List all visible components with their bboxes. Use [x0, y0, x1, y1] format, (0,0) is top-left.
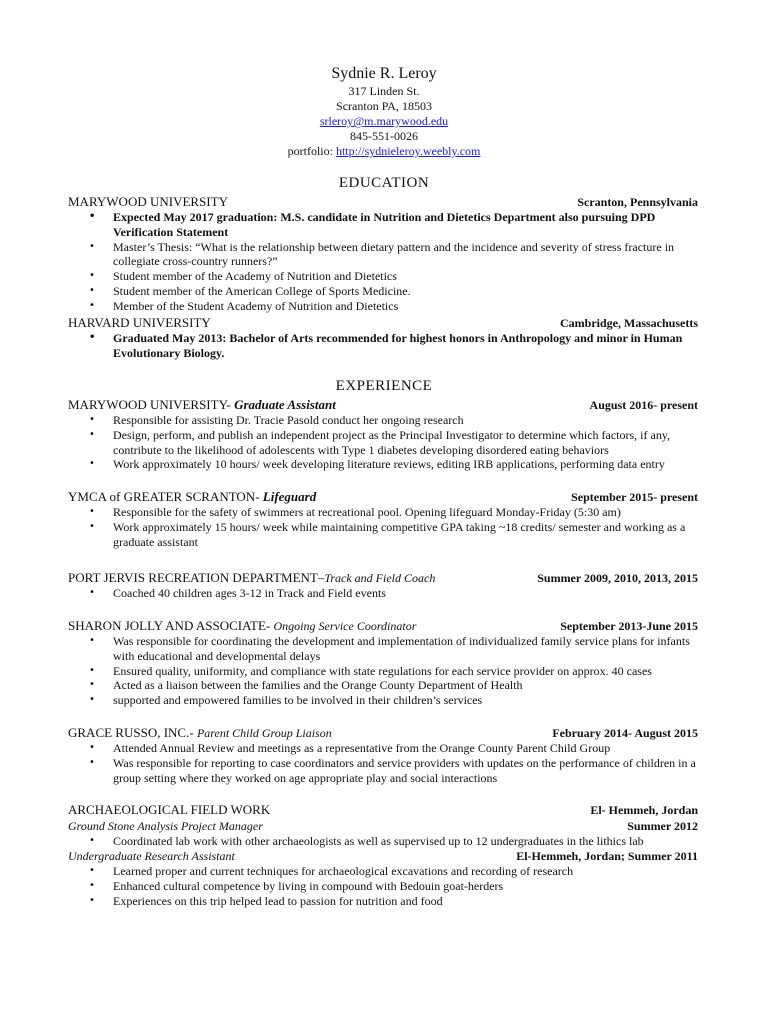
education-bullets: [89, 210, 703, 314]
list-item: • Coached 40 children ages 3-12 in Track and Field events: [89, 586, 703, 601]
list-item: • Student member of the Academy of Nutrition and Dietetics: [89, 269, 703, 284]
education-entry-heading: [68, 315, 698, 331]
employer-line: [68, 489, 316, 505]
list-item: • Attended Annual Review and meetings as a representative from the Orange County Parent Child Group: [89, 741, 703, 756]
employer-name: ARCHAEOLOGICAL FIELD WORK: [68, 802, 271, 817]
list-item: • Graduated May 2013: Bachelor of Arts recommended for highest honors in Anthropology and minor in Human Evolutionary Biology.: [89, 331, 703, 361]
institution-location: Scranton, Pennsylvania: [577, 195, 698, 209]
education-bullets: [89, 331, 703, 361]
sub-role-title: Ground Stone Analysis Project Manager: [68, 819, 263, 833]
list-item: • Learned proper and current techniques for archaeological excavations and recording of research: [89, 864, 703, 879]
applicant-name: Sydnie R. Leroy: [331, 65, 437, 82]
sub-role-heading: [68, 848, 698, 864]
portfolio-line: [0, 144, 768, 160]
list-item: • Acted as a liaison between the families and the Orange County Department of Health: [89, 678, 703, 693]
education-heading: EDUCATION: [338, 175, 430, 191]
experience-entry-heading: [68, 570, 698, 586]
employer-line: [68, 618, 416, 634]
employer-name: MARYWOOD UNIVERSITY-: [68, 397, 235, 412]
list-item: • Responsible for the safety of swimmers at recreational pool. Opening lifeguard Monday-Friday (5:30 am): [89, 505, 703, 520]
employer-line: [68, 725, 332, 741]
portfolio-label: portfolio:: [287, 144, 336, 158]
institution-name: HARVARD UNIVERSITY: [68, 315, 211, 330]
education-entry-heading: [68, 194, 698, 210]
list-item: • Enhanced cultural competence by living in compound with Bedouin goat-herders: [89, 879, 703, 894]
job-title: Lifeguard: [262, 489, 317, 504]
experience-entry-heading: [68, 725, 698, 741]
email-line: [0, 114, 768, 130]
list-item: • Was responsible for reporting to case coordinators and service providers with updates on the performance of children in a group setting where they worked on age appropriate play and social interactions: [89, 756, 703, 786]
job-dates: August 2016- present: [589, 398, 698, 412]
list-item: • Experiences on this trip helped lead to passion for nutrition and food: [89, 894, 703, 909]
employer-name: YMCA of GREATER SCRANTON-: [68, 489, 263, 504]
experience-bullets: [89, 413, 703, 472]
list-item: • Master’s Thesis: “What is the relationship between dietary pattern and the incidence and severity of stress fracture in collegiate cross-country runners?”: [89, 240, 703, 270]
experience-entry-heading: [68, 489, 698, 505]
list-item: • Was responsible for coordinating the development and implementation of individualized family service plans for infants with educational and developmental delays: [89, 634, 703, 664]
phone-number: 845-551-0026: [350, 129, 418, 143]
experience-entry-heading: [68, 397, 698, 413]
job-title: Track and Field Coach: [324, 571, 436, 585]
list-item: • Design, perform, and publish an independent project as the Principal Investigator to determine which factors, if any, contribute to the likelihood of adolescents with Type 1 diabetes developing disordered eating behaviors: [89, 428, 703, 458]
job-dates: February 2014- August 2015: [552, 726, 698, 740]
employer-name: SHARON JOLLY AND ASSOCIATE-: [68, 618, 274, 633]
portfolio-link[interactable]: http://sydnieleroy.weebly.com: [335, 144, 481, 158]
institution-location: Cambridge, Massachusetts: [560, 316, 698, 330]
job-title: Graduate Assistant: [234, 397, 336, 412]
experience-bullets: [89, 634, 703, 708]
employer-line: [68, 570, 435, 586]
sub-role-dates: El-Hemmeh, Jordan; Summer 2011: [516, 849, 698, 863]
list-item: • Coordinated lab work with other archaeologists as well as supervised up to 12 undergraduates in the lithics lab: [89, 834, 703, 849]
employer-name: GRACE RUSSO, INC.-: [68, 725, 197, 740]
list-item: • Work approximately 15 hours/ week while maintaining competitive GPA taking ~18 credits/ semester and working as a graduate assistant: [89, 520, 703, 550]
list-item: • Student member of the American College of Sports Medicine.: [89, 284, 703, 299]
experience-heading: EXPERIENCE: [335, 378, 433, 394]
list-item: • Work approximately 10 hours/ week developing literature reviews, editing IRB applications, performing data entry: [89, 457, 703, 472]
institution-name: MARYWOOD UNIVERSITY: [68, 194, 228, 209]
list-item: • Member of the Student Academy of Nutrition and Dietetics: [89, 299, 703, 314]
experience-bullets: [89, 586, 703, 601]
email-link[interactable]: srleroy@m.marywood.edu: [319, 114, 449, 128]
list-item: • Responsible for assisting Dr. Tracie Pasold conduct her ongoing research: [89, 413, 703, 428]
job-dates: September 2015- present: [571, 490, 698, 504]
experience-bullets: [89, 741, 703, 785]
job-dates: September 2013-June 2015: [560, 619, 698, 633]
experience-entry-heading: [68, 802, 698, 818]
experience-bullets: [89, 864, 703, 908]
city-state-zip: Scranton PA, 18503: [336, 99, 432, 113]
job-title: Ongoing Service Coordinator: [273, 619, 417, 633]
sub-role-dates: Summer 2012: [627, 819, 698, 833]
street-address: 317 Linden St.: [348, 84, 420, 98]
job-title: Parent Child Group Liaison: [196, 726, 332, 740]
experience-entry-heading: [68, 618, 698, 634]
job-location: El- Hemmeh, Jordan: [590, 803, 698, 817]
list-item: • supported and empowered families to be involved in their children’s services: [89, 693, 703, 708]
employer-name: PORT JERVIS RECREATION DEPARTMENT–: [68, 570, 325, 585]
experience-bullets: [89, 505, 703, 549]
list-item: • Expected May 2017 graduation: M.S. candidate in Nutrition and Dietetics Department also pursuing DPD Verification Statement: [89, 210, 703, 240]
sub-role-heading: [68, 818, 698, 834]
employer-line: [68, 397, 336, 413]
list-item: • Ensured quality, uniformity, and compliance with state regulations for each service provider on approx. 40 cases: [89, 664, 703, 679]
sub-role-title: Undergraduate Research Assistant: [68, 849, 235, 863]
job-dates: Summer 2009, 2010, 2013, 2015: [537, 571, 698, 585]
experience-bullets: [89, 834, 703, 849]
